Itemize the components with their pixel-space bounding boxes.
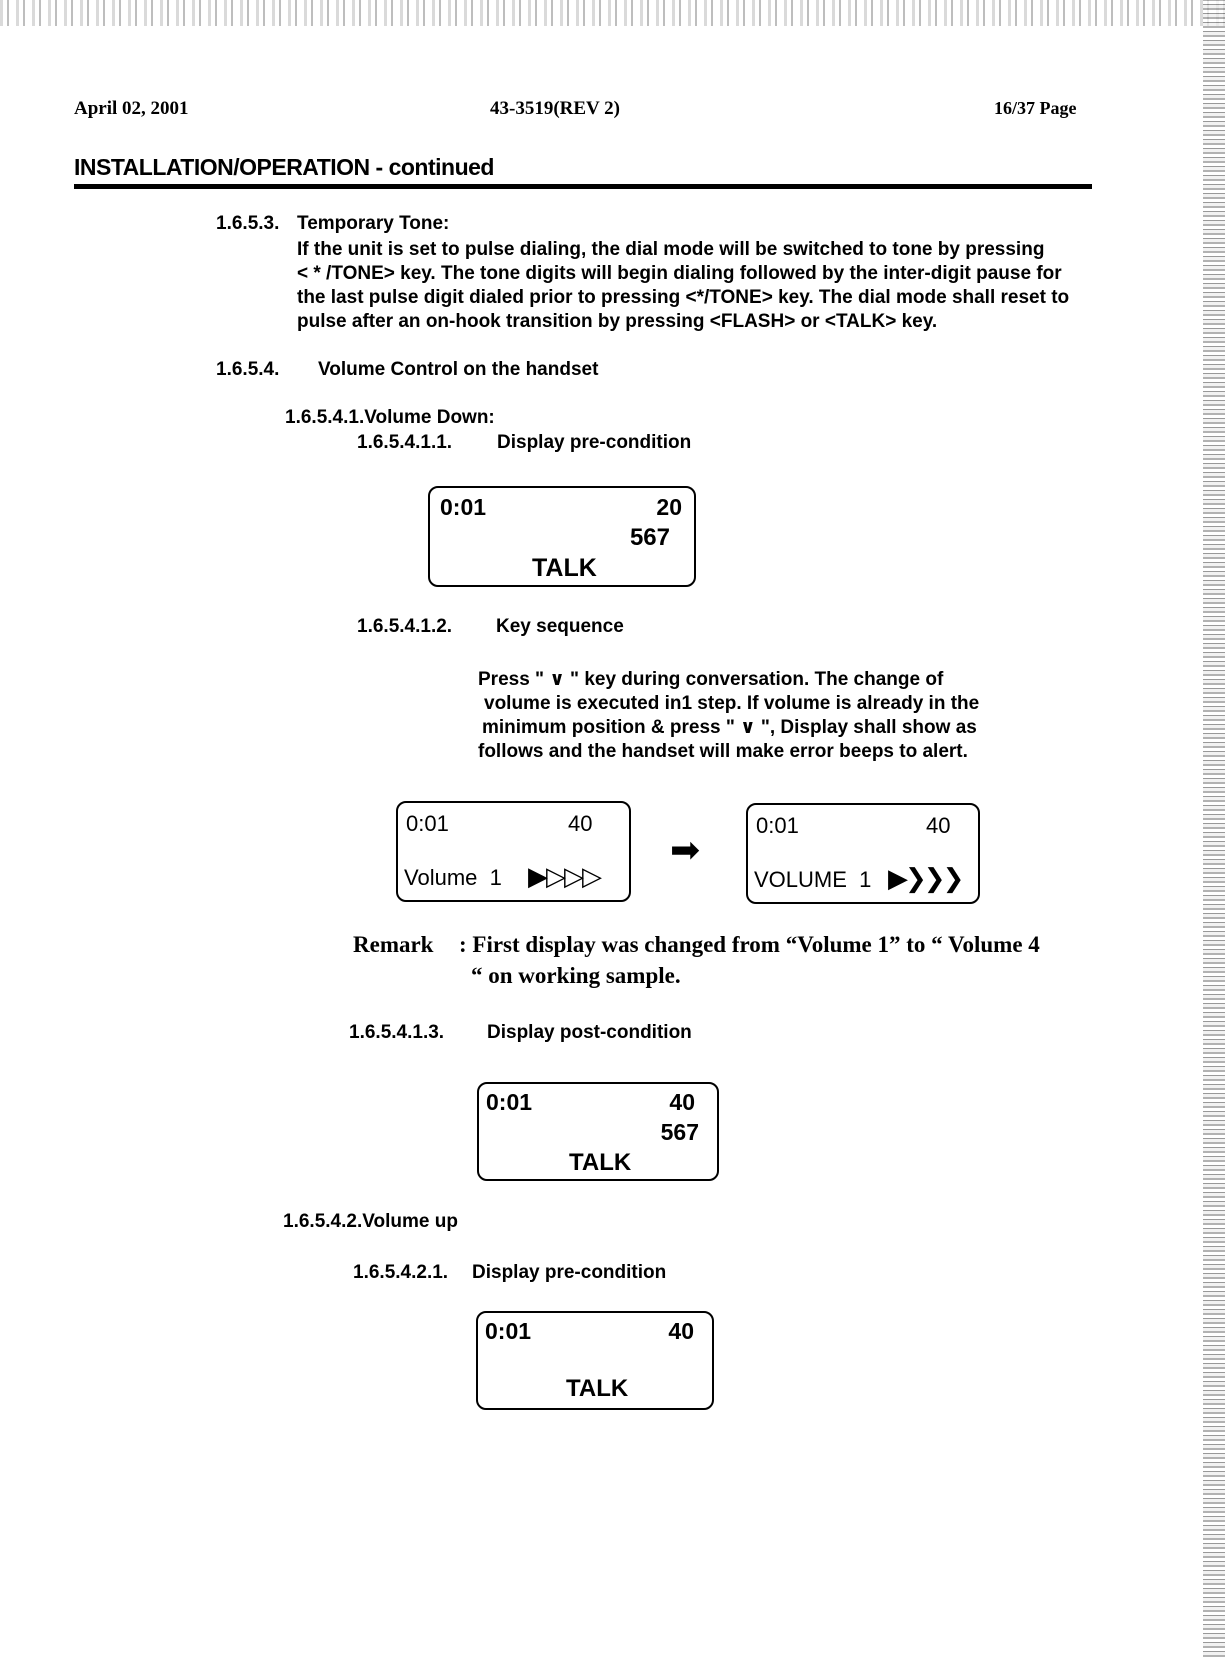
s16542-label: 1.6.5.4.2.Volume up	[283, 1211, 458, 1232]
s165412-line: minimum position & press " ∨ ", Display shall show as	[482, 717, 977, 738]
lcd-display-post-volume-down	[477, 1082, 719, 1181]
s1653-line: If the unit is set to pulse dialing, the dial mode will be switched to tone by pressing	[297, 239, 1045, 260]
lcd-number: 567	[660, 1119, 699, 1145]
lcd-display-volume-lowercase	[396, 801, 631, 902]
s165411-number: 1.6.5.4.1.1.	[357, 432, 453, 453]
s165412-line: Press " ∨ " key during conversation. The change of	[478, 669, 944, 690]
s165413-number: 1.6.5.4.1.3.	[349, 1022, 445, 1043]
lcd-time: 0:01	[485, 1318, 532, 1344]
s1653-line: < * /TONE> key. The tone digits will begin dialing followed by the inter-digit pause for	[297, 263, 1062, 284]
lcd-time: 0:01	[486, 1089, 533, 1115]
volume-level-indicator-icon: ▶▷▷▷	[528, 861, 600, 891]
lcd-time: 0:01	[440, 494, 487, 520]
arrow-right-icon: ➡	[670, 829, 701, 870]
header-page: 16/37 Page	[994, 98, 1077, 118]
remark-label: Remark	[353, 932, 434, 957]
lcd-status: TALK	[569, 1149, 632, 1176]
s165413-title: Display post-condition	[487, 1022, 692, 1043]
lcd-status: TALK	[532, 554, 597, 582]
lcd-time: 0:01	[406, 811, 449, 836]
lcd-volume-value: 20	[656, 494, 682, 520]
remark-line-2: “ on working sample.	[471, 963, 681, 988]
s1653-paragraph	[297, 238, 1069, 334]
header-doc-number: 43-3519(REV 2)	[490, 98, 621, 119]
s165421-title: Display pre-condition	[472, 1262, 667, 1283]
s1653-title: Temporary Tone:	[297, 213, 450, 234]
lcd-volume-value: 40	[568, 811, 593, 836]
s1654-number: 1.6.5.4.	[216, 359, 280, 380]
lcd-display-volume-uppercase	[746, 803, 980, 904]
lcd-display-pre-volume-up	[476, 1311, 714, 1410]
s165421-number: 1.6.5.4.2.1.	[353, 1262, 449, 1283]
s1654-title: Volume Control on the handset	[318, 359, 599, 380]
s16541-label: 1.6.5.4.1.Volume Down:	[285, 407, 495, 428]
lcd-time: 0:01	[756, 813, 799, 838]
lcd-volume-value: 40	[926, 813, 951, 838]
scan-noise-right	[1203, 0, 1225, 1657]
lcd-volume-value: 40	[668, 1318, 694, 1344]
s165412-line: follows and the handset will make error beeps to alert.	[478, 741, 968, 762]
s165411-title: Display pre-condition	[497, 432, 692, 453]
s1653-number: 1.6.5.3.	[216, 213, 280, 234]
title-rule	[74, 184, 1092, 189]
scan-noise-top	[0, 0, 1225, 26]
s165412-number: 1.6.5.4.1.2.	[357, 616, 453, 637]
header-date: April 02, 2001	[74, 98, 189, 119]
lcd-volume-label: VOLUME 1	[754, 867, 872, 892]
lcd-status: TALK	[566, 1375, 629, 1402]
s1653-line: the last pulse digit dialed prior to pressing <*/TONE> key. The dial mode shall reset to	[297, 287, 1070, 308]
section-title: INSTALLATION/OPERATION - continued	[74, 154, 494, 180]
lcd-volume-label: Volume 1	[404, 865, 502, 890]
remark-line-1: : First display was changed from “Volume 1” to “ Volume 4	[459, 932, 1040, 957]
lcd-display-pre-volume-down	[428, 486, 696, 587]
s165412-paragraph	[478, 668, 979, 764]
volume-level-indicator-icon: ▶❯❯❯	[888, 863, 962, 893]
lcd-volume-value: 40	[669, 1089, 695, 1115]
s165412-title: Key sequence	[496, 616, 624, 637]
s1653-line: pulse after an on-hook transition by pressing <FLASH> or <TALK> key.	[297, 311, 938, 332]
lcd-number: 567	[629, 524, 670, 551]
s165412-line: volume is executed in1 step. If volume is already in the	[484, 693, 980, 714]
